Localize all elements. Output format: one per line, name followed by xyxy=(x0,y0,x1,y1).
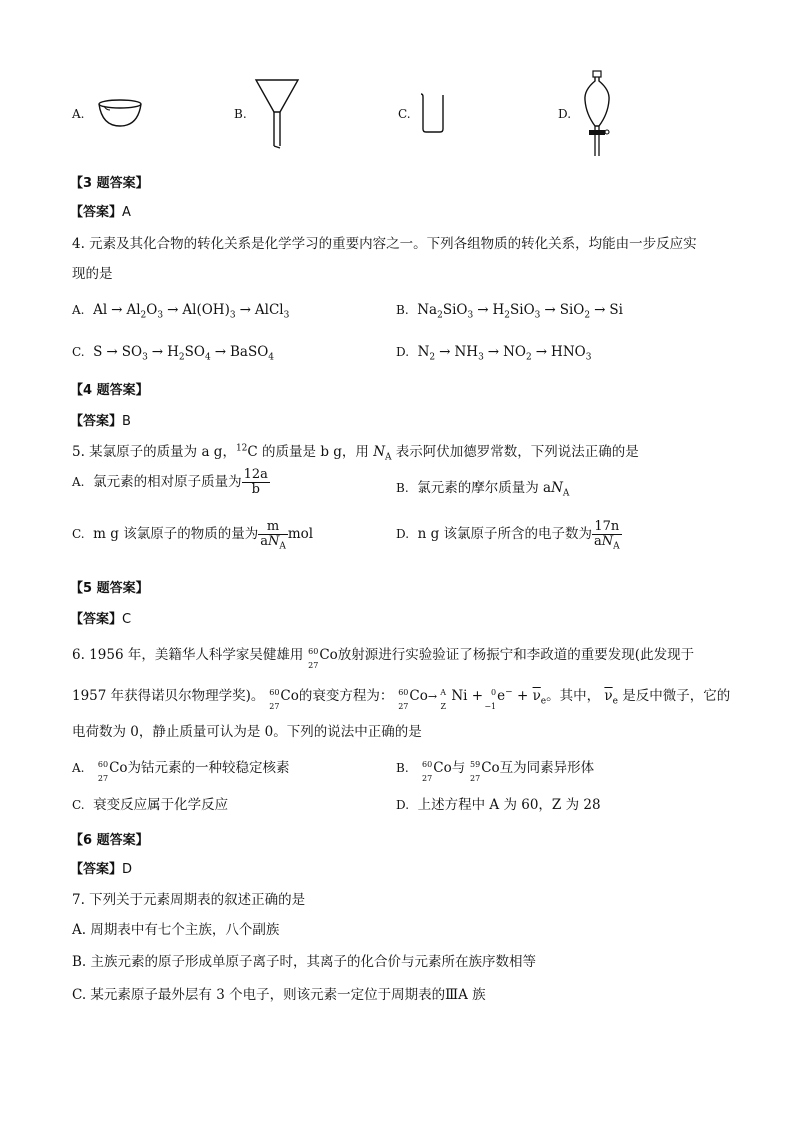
option-letter: B. xyxy=(396,303,409,317)
q5-option-a xyxy=(72,468,270,497)
option-letter: C. xyxy=(72,527,85,541)
option-text: 氯元素的相对原子质量为 xyxy=(93,474,242,490)
q5-stem: 5. 某氯原子的质量为 a g，$^{12}$C 的质量是 b g，用 $N_A$ 表示阿伏加德罗常数，下列说法正确的是 xyxy=(72,443,639,463)
q6-answer xyxy=(70,858,132,877)
option-letter: D. xyxy=(396,527,410,541)
answer-label: 【答案】 xyxy=(70,862,123,877)
q6-option-c xyxy=(72,795,228,815)
funnel-icon xyxy=(254,78,300,150)
q5-answer-header: 【5 题答案】 xyxy=(70,581,149,596)
answer-value: C xyxy=(122,612,132,627)
q5-option-c xyxy=(72,519,314,552)
stem-part: C 的质量是 b g，用 xyxy=(247,444,374,460)
q4-option-b: B. $Na_2SiO_3 \to H_2SiO_3 \to SiO_2 \to Si$ xyxy=(396,302,623,321)
option-letter: A. xyxy=(72,303,85,317)
evaporating-dish-icon xyxy=(96,96,144,130)
q4-option-a: A. $Al \to Al_2O_3 \to Al(OH)_3$ → AlCl$_3$ xyxy=(72,302,290,321)
stem-part: 6. 1956 年，美籍华人科学家吴健雄用 xyxy=(72,647,304,663)
separatory-funnel-icon xyxy=(580,70,614,160)
q4-stem-line1: 4. 元素及其化合物的转化关系是化学学习的重要内容之一。下列各组物质的转化关系，均能由一步反应实 xyxy=(72,236,697,252)
option-letter: C. xyxy=(72,345,85,359)
answer-value: D xyxy=(122,862,133,877)
option-text: 互为同素异形体 xyxy=(499,760,595,776)
fraction: $\frac{17n}{aN_A}$ xyxy=(594,519,620,552)
q4-option-c: C. $S \to SO_3 \to H_2SO_4$ → BaSO$_4$ xyxy=(72,344,275,363)
q3-option-d-letter: D. xyxy=(558,107,572,121)
stem-part: 1957 年获得诺贝尔物理学奖)。 xyxy=(72,688,265,704)
fraction: $\frac{m}{aN_A}$ xyxy=(260,519,286,552)
stem-part: 放射源进行实验验证了杨振宁和李政道的重要发现(此发现于 xyxy=(337,647,695,663)
option-text: 上述方程中 A 为 60，Z 为 28 xyxy=(417,797,601,813)
option-text: 衰变反应属于化学反应 xyxy=(93,797,229,813)
option-text: 为钴元素的一种较稳定核素 xyxy=(127,760,290,776)
q4-stem-line2: 现的是 xyxy=(72,266,113,282)
option-text: m g 该氯原子的物质的量为 xyxy=(93,526,259,542)
q4-answer-header: 【4 题答案】 xyxy=(70,383,149,398)
q6-line1: 6. 1956 年，美籍华人科学家吴健雄用 60 27 Co放射源进行实验验证了杨振宁和李政道的重要发现(此发现于 xyxy=(72,646,695,670)
q7-option-b: B. 主族元素的原子形成单原子离子时，其离子的化合价与元素所在族序数相等 xyxy=(72,954,537,970)
option-text: 氯元素的摩尔质量为 a xyxy=(417,480,552,496)
answer-label: 【答案】 xyxy=(70,205,123,220)
q6-option-d xyxy=(396,795,601,815)
q3-answer-header: 【3 题答案】 xyxy=(70,176,149,191)
answer-value: B xyxy=(122,414,131,429)
q5-option-b: B. 氯元素的摩尔质量为 $aN_A$ xyxy=(396,480,570,499)
option-letter: B. xyxy=(396,481,409,495)
fraction: $\frac{12a}{b}$ xyxy=(243,467,268,497)
beaker-icon xyxy=(420,92,446,134)
option-letter: A. xyxy=(72,475,85,489)
q3-option-b-letter: B. xyxy=(234,107,247,121)
option-text: 与 xyxy=(451,760,466,776)
option-letter: D. xyxy=(396,345,410,359)
stem-part: 5. 某氯原子的质量为 a g， xyxy=(72,444,236,460)
q6-line3: 电荷数为 0，静止质量可认为是 0。下列的说法中正确的是 xyxy=(72,724,422,740)
unit: mol xyxy=(287,526,314,542)
option-letter: B. xyxy=(396,761,409,775)
q4-answer xyxy=(70,410,131,429)
q7-option-c: C. 某元素原子最外层有 3 个电子，则该元素一定位于周期表的ⅢA 族 xyxy=(72,987,486,1003)
q6-option-a: A. 60 27 Co为钴元素的一种较稳定核素 xyxy=(72,759,290,783)
q7-option-a: A. 周期表中有七个主族，八个副族 xyxy=(72,922,280,938)
answer-label: 【答案】 xyxy=(70,612,123,627)
stem-part: 是反中微子，它的 xyxy=(622,688,731,704)
q3-answer xyxy=(70,201,131,220)
q5-option-d xyxy=(396,519,622,552)
q4-option-d: D. $N_2 \to NH_3 \to NO_2 \to HNO_3$ xyxy=(396,344,592,363)
option-letter: D. xyxy=(396,798,410,812)
stem-part: 的衰变方程为： xyxy=(298,688,394,704)
q7-stem: 7. 下列关于元素周期表的叙述正确的是 xyxy=(72,892,306,908)
stem-part: 表示阿伏加德罗常数，下列说法正确的是 xyxy=(391,444,639,460)
q6-line2: 1957 年获得诺贝尔物理学奖)。 60 27 Co的衰变方程为： 60 27 Co→ A Z Ni + 0 −1 $e^- + \overline{\nu}_e$。其中， $\overline{\nu}_e$ 是反中微子，它的 xyxy=(72,687,731,711)
q5-answer xyxy=(70,608,131,627)
q3-option-c-letter: C. xyxy=(398,107,411,121)
option-text: n g 该氯原子所含的电子数为 xyxy=(417,526,593,542)
option-letter: C. xyxy=(72,798,85,812)
answer-value: A xyxy=(122,205,131,220)
stem-part: 。其中， xyxy=(546,688,601,704)
option-letter: A. xyxy=(72,761,85,775)
q3-option-a-letter: A. xyxy=(72,107,85,121)
q6-option-b: B. 60 27 Co与 59 27 Co互为同素异形体 xyxy=(396,759,595,783)
answer-label: 【答案】 xyxy=(70,414,123,429)
q6-answer-header: 【6 题答案】 xyxy=(70,833,149,848)
